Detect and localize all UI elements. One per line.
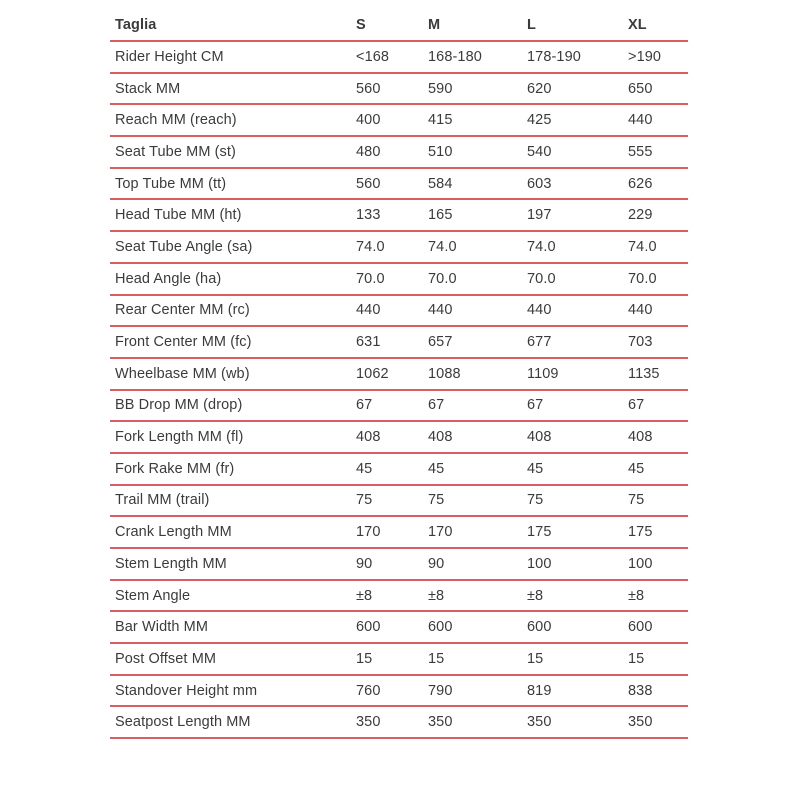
geometry-spec-page xyxy=(0,9,800,800)
value-cell: 165 xyxy=(428,199,527,231)
row-label: BB Drop MM (drop) xyxy=(110,390,356,422)
value-cell: 400 xyxy=(356,104,428,136)
row-label: Front Center MM (fc) xyxy=(110,326,356,358)
value-cell: 168-180 xyxy=(428,41,527,73)
value-cell: 600 xyxy=(628,611,688,643)
table-row xyxy=(110,358,688,390)
header-size-label: Taglia xyxy=(110,9,356,41)
value-cell: 74.0 xyxy=(428,231,527,263)
row-label: Stem Length MM xyxy=(110,548,356,580)
table-row xyxy=(110,168,688,200)
value-cell: 657 xyxy=(428,326,527,358)
value-cell: 100 xyxy=(527,548,628,580)
value-cell: 650 xyxy=(628,73,688,105)
value-cell: 560 xyxy=(356,168,428,200)
table-row xyxy=(110,199,688,231)
value-cell: 175 xyxy=(628,516,688,548)
value-cell: 75 xyxy=(628,485,688,517)
value-cell: 90 xyxy=(428,548,527,580)
value-cell: 677 xyxy=(527,326,628,358)
value-cell: 67 xyxy=(628,390,688,422)
value-cell: 70.0 xyxy=(527,263,628,295)
value-cell: 600 xyxy=(428,611,527,643)
value-cell: 626 xyxy=(628,168,688,200)
value-cell: 600 xyxy=(356,611,428,643)
value-cell: 440 xyxy=(628,295,688,327)
value-cell: 1062 xyxy=(356,358,428,390)
row-label: Top Tube MM (tt) xyxy=(110,168,356,200)
value-cell: 74.0 xyxy=(628,231,688,263)
value-cell: 67 xyxy=(428,390,527,422)
value-cell: 74.0 xyxy=(527,231,628,263)
row-label: Reach MM (reach) xyxy=(110,104,356,136)
table-row xyxy=(110,326,688,358)
row-label: Post Offset MM xyxy=(110,643,356,675)
row-label: Fork Rake MM (fr) xyxy=(110,453,356,485)
table-row xyxy=(110,516,688,548)
value-cell: 703 xyxy=(628,326,688,358)
value-cell: 838 xyxy=(628,675,688,707)
value-cell: 440 xyxy=(628,104,688,136)
value-cell: 408 xyxy=(428,421,527,453)
value-cell: 175 xyxy=(527,516,628,548)
row-label: Trail MM (trail) xyxy=(110,485,356,517)
value-cell: 540 xyxy=(527,136,628,168)
value-cell: 440 xyxy=(356,295,428,327)
value-cell: 75 xyxy=(356,485,428,517)
value-cell: 590 xyxy=(428,73,527,105)
value-cell: 45 xyxy=(428,453,527,485)
value-cell: 600 xyxy=(527,611,628,643)
header-size-s: S xyxy=(356,9,428,41)
value-cell: ±8 xyxy=(628,580,688,612)
row-label: Seat Tube MM (st) xyxy=(110,136,356,168)
table-row xyxy=(110,643,688,675)
value-cell: <168 xyxy=(356,41,428,73)
row-label: Seatpost Length MM xyxy=(110,706,356,738)
value-cell: 790 xyxy=(428,675,527,707)
value-cell: 170 xyxy=(356,516,428,548)
row-label: Head Tube MM (ht) xyxy=(110,199,356,231)
header-size-m: M xyxy=(428,9,527,41)
value-cell: 408 xyxy=(628,421,688,453)
value-cell: 408 xyxy=(356,421,428,453)
value-cell: 819 xyxy=(527,675,628,707)
value-cell: 133 xyxy=(356,199,428,231)
value-cell: 620 xyxy=(527,73,628,105)
value-cell: 15 xyxy=(628,643,688,675)
value-cell: 560 xyxy=(356,73,428,105)
value-cell: 584 xyxy=(428,168,527,200)
row-label: Seat Tube Angle (sa) xyxy=(110,231,356,263)
value-cell: 67 xyxy=(527,390,628,422)
value-cell: 760 xyxy=(356,675,428,707)
value-cell: 603 xyxy=(527,168,628,200)
value-cell: 45 xyxy=(628,453,688,485)
row-label: Head Angle (ha) xyxy=(110,263,356,295)
row-label: Standover Height mm xyxy=(110,675,356,707)
header-size-xl: XL xyxy=(628,9,688,41)
table-row xyxy=(110,73,688,105)
value-cell: 75 xyxy=(428,485,527,517)
row-label: Rider Height CM xyxy=(110,41,356,73)
value-cell: ±8 xyxy=(428,580,527,612)
value-cell: 75 xyxy=(527,485,628,517)
value-cell: 415 xyxy=(428,104,527,136)
table-row xyxy=(110,421,688,453)
value-cell: 90 xyxy=(356,548,428,580)
value-cell: 350 xyxy=(356,706,428,738)
value-cell: 67 xyxy=(356,390,428,422)
row-label: Fork Length MM (fl) xyxy=(110,421,356,453)
table-row xyxy=(110,295,688,327)
table-body xyxy=(110,41,688,738)
table-row xyxy=(110,263,688,295)
row-label: Wheelbase MM (wb) xyxy=(110,358,356,390)
value-cell: >190 xyxy=(628,41,688,73)
table-row xyxy=(110,485,688,517)
value-cell: 350 xyxy=(527,706,628,738)
table-row xyxy=(110,548,688,580)
geometry-table xyxy=(110,9,688,739)
value-cell: 440 xyxy=(428,295,527,327)
value-cell: 45 xyxy=(527,453,628,485)
value-cell: 425 xyxy=(527,104,628,136)
value-cell: 440 xyxy=(527,295,628,327)
value-cell: 170 xyxy=(428,516,527,548)
row-label: Bar Width MM xyxy=(110,611,356,643)
value-cell: 555 xyxy=(628,136,688,168)
table-row xyxy=(110,453,688,485)
table-header-row xyxy=(110,9,688,41)
value-cell: 178-190 xyxy=(527,41,628,73)
table-row xyxy=(110,675,688,707)
table-row xyxy=(110,706,688,738)
value-cell: 15 xyxy=(428,643,527,675)
table-row xyxy=(110,136,688,168)
value-cell: ±8 xyxy=(527,580,628,612)
row-label: Stem Angle xyxy=(110,580,356,612)
table-row xyxy=(110,611,688,643)
value-cell: 1088 xyxy=(428,358,527,390)
value-cell: 480 xyxy=(356,136,428,168)
value-cell: 510 xyxy=(428,136,527,168)
value-cell: 15 xyxy=(356,643,428,675)
row-label: Crank Length MM xyxy=(110,516,356,548)
value-cell: 70.0 xyxy=(428,263,527,295)
value-cell: 408 xyxy=(527,421,628,453)
value-cell: 100 xyxy=(628,548,688,580)
value-cell: 70.0 xyxy=(356,263,428,295)
value-cell: 229 xyxy=(628,199,688,231)
value-cell: 15 xyxy=(527,643,628,675)
value-cell: 631 xyxy=(356,326,428,358)
table-row xyxy=(110,580,688,612)
header-size-l: L xyxy=(527,9,628,41)
value-cell: 350 xyxy=(628,706,688,738)
value-cell: 350 xyxy=(428,706,527,738)
table-row xyxy=(110,104,688,136)
row-label: Rear Center MM (rc) xyxy=(110,295,356,327)
table-row xyxy=(110,231,688,263)
value-cell: 197 xyxy=(527,199,628,231)
value-cell: ±8 xyxy=(356,580,428,612)
table-row xyxy=(110,41,688,73)
table-row xyxy=(110,390,688,422)
value-cell: 70.0 xyxy=(628,263,688,295)
row-label: Stack MM xyxy=(110,73,356,105)
value-cell: 1109 xyxy=(527,358,628,390)
value-cell: 45 xyxy=(356,453,428,485)
value-cell: 1135 xyxy=(628,358,688,390)
value-cell: 74.0 xyxy=(356,231,428,263)
